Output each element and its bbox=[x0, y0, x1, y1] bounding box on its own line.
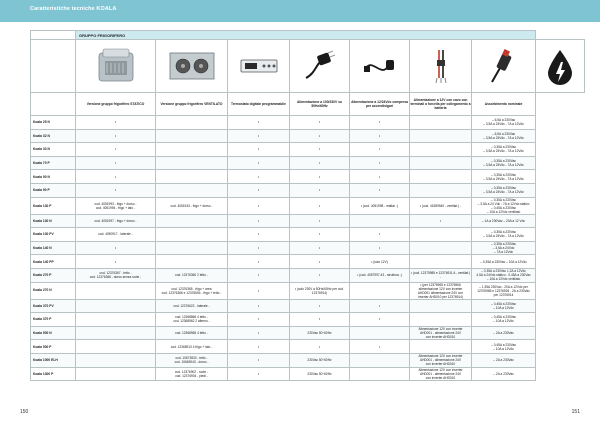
table-cell: 230Vac 50÷60Hz bbox=[290, 326, 350, 340]
table-row bbox=[31, 299, 585, 313]
table-cell bbox=[76, 353, 156, 367]
included-dot: • bbox=[350, 340, 410, 354]
table-cell bbox=[156, 116, 228, 130]
table-cell: – 0,35A a 230Vac – 3,5A a 24Vdc - 7A a 12Vdc bbox=[472, 228, 536, 242]
fridge-unit-image bbox=[76, 40, 156, 93]
table-cell: – 6,5A a 230Vac – 3,5A a 24Vdc - 7A a 12Vdc bbox=[472, 129, 536, 143]
included-dot: • bbox=[228, 116, 290, 130]
included-dot: • bbox=[290, 313, 350, 327]
table-cell: • (cod. 4057997-43 - struttura -) bbox=[350, 268, 410, 282]
table-cell bbox=[410, 299, 472, 313]
included-dot: • bbox=[290, 299, 350, 313]
table-cell: Alimentazione 12V con inverter AHD001 - alimentazione 24V con inverter AHD010 bbox=[410, 353, 472, 367]
included-dot: • bbox=[290, 116, 350, 130]
table-cell: – 0,35A a 230Vac – 3,5A a 24Vdc - 7A a 12Vdc bbox=[472, 143, 536, 157]
table-row bbox=[31, 116, 585, 130]
included-dot: • bbox=[290, 143, 350, 157]
table-cell bbox=[156, 228, 228, 242]
model-name: Koala 130 N bbox=[31, 214, 76, 228]
refrigerant-drop-icon bbox=[536, 40, 585, 93]
table-cell: • (per 12376965 e 12376966 alimentazione 12V con inverter AHD001 alimentazione 24V con inverter AHD010 per 12376914) bbox=[410, 282, 472, 299]
table-cell bbox=[76, 313, 156, 327]
included-dot: • bbox=[76, 143, 156, 157]
table-row bbox=[31, 156, 585, 170]
included-dot: • bbox=[228, 241, 290, 255]
included-dot: • bbox=[228, 214, 290, 228]
table-cell: cod. 4050917 - laterale - bbox=[76, 228, 156, 242]
table-cell bbox=[350, 353, 410, 367]
table-row bbox=[31, 183, 585, 197]
included-dot: • bbox=[290, 129, 350, 143]
table-cell: • (cod. 12375985 e 12376911 A - ventilat.) - bbox=[410, 268, 472, 282]
table-cell bbox=[410, 129, 472, 143]
table-cell: • (solo 12V) bbox=[350, 255, 410, 269]
table-cell bbox=[156, 156, 228, 170]
table-cell: – 0,45A a 230Vac – 10A a 12Vdc bbox=[472, 313, 536, 327]
table-row bbox=[31, 313, 585, 327]
model-name: Koala 33 N bbox=[31, 143, 76, 157]
model-name: Koala 130 P bbox=[31, 197, 76, 214]
table-cell bbox=[76, 326, 156, 340]
included-dot: • bbox=[76, 116, 156, 130]
table-cell: – 0,35A a 230Vac – 3,5A a 24Vdc - 7A a 12Vdc bbox=[472, 156, 536, 170]
table-cell bbox=[76, 282, 156, 299]
table-cell bbox=[410, 170, 472, 184]
included-dot: • bbox=[228, 170, 290, 184]
model-name: Koala 130 PV bbox=[31, 228, 76, 242]
included-dot: • bbox=[228, 255, 290, 269]
table-row bbox=[31, 241, 585, 255]
included-dot: • bbox=[76, 170, 156, 184]
column-header-row bbox=[31, 93, 585, 116]
included-dot: • bbox=[290, 228, 350, 242]
table-cell bbox=[410, 116, 472, 130]
table-cell bbox=[350, 214, 410, 228]
model-name: Koala 500 P bbox=[31, 340, 76, 354]
table-cell: – 6,5A a 230Vac – 3,5A a 24Vdc - 7A a 12Vdc bbox=[472, 116, 536, 130]
included-dot: • bbox=[228, 282, 290, 299]
included-dot: • bbox=[290, 197, 350, 214]
power-plug-image bbox=[290, 40, 350, 93]
table-cell: cod. 12376902 - ruote - cod. 12376904 - piedi - bbox=[156, 367, 228, 381]
included-dot: • bbox=[350, 116, 410, 130]
included-dot: • bbox=[290, 241, 350, 255]
included-dot: • bbox=[290, 156, 350, 170]
model-name: Koala 1300 P bbox=[31, 367, 76, 381]
table-cell: – 0,35A a 230Vac – 3,5A a 24 Vdc - 7A a 12Vdc statico – 0,45A a 230Vac – 10A a 12Vdc ventilato bbox=[472, 197, 536, 214]
table-cell bbox=[156, 214, 228, 228]
power-connector-image bbox=[472, 40, 536, 93]
group-label: GRUPPO FRIGORIFERO bbox=[76, 31, 536, 40]
table-row bbox=[31, 129, 585, 143]
table-cell: – 1A a 230Vac – 20A a 12 Vdc bbox=[472, 214, 536, 228]
table-cell: cod. 12376622 - laterale - bbox=[156, 299, 228, 313]
table-cell: Alimentazione 12V con inverter AHD001 - alimentazione 24V con inverter AHD010 bbox=[410, 326, 472, 340]
table-cell bbox=[410, 313, 472, 327]
included-dot: • bbox=[290, 170, 350, 184]
included-dot: • bbox=[228, 183, 290, 197]
included-dot: • bbox=[228, 367, 290, 381]
table-cell bbox=[410, 228, 472, 242]
table-row bbox=[31, 268, 585, 282]
included-dot: • bbox=[76, 255, 156, 269]
table-cell: – 2A a 230Vac bbox=[472, 326, 536, 340]
table-cell bbox=[410, 340, 472, 354]
model-name: Koala 370 PV bbox=[31, 299, 76, 313]
table-row bbox=[31, 353, 585, 367]
table-row bbox=[31, 340, 585, 354]
table-row bbox=[31, 197, 585, 214]
table-cell: – 0,35A a 230Vac – 10A a 12Vdc bbox=[472, 255, 536, 269]
table-row bbox=[31, 143, 585, 157]
page-number-right: 151 bbox=[571, 409, 580, 415]
model-name: Koala 270 N bbox=[31, 282, 76, 299]
model-name: Koala 140 PP bbox=[31, 255, 76, 269]
table-cell bbox=[156, 129, 228, 143]
table-cell bbox=[350, 367, 410, 381]
included-dot: • bbox=[228, 353, 290, 367]
table-cell bbox=[350, 282, 410, 299]
included-dot: • bbox=[228, 340, 290, 354]
table-cell bbox=[156, 183, 228, 197]
thermostat-image bbox=[228, 40, 290, 93]
table-cell: cod. 12368866 4 tetto - cod. 12368962 2 alterno - bbox=[156, 313, 228, 327]
table-cell bbox=[410, 156, 472, 170]
table-cell: cod. 12376367 - tetto - cod. 12376368 - dorso senza ruote - bbox=[76, 268, 156, 282]
included-dot: • bbox=[290, 340, 350, 354]
table-cell bbox=[350, 326, 410, 340]
battery-cable-image bbox=[410, 40, 472, 93]
page-number-left: 150 bbox=[20, 409, 29, 415]
table-cell bbox=[76, 299, 156, 313]
table-cell bbox=[410, 255, 472, 269]
model-name: Koala 1000 ELH bbox=[31, 353, 76, 367]
included-dot: • bbox=[410, 214, 472, 228]
included-dot: • bbox=[228, 326, 290, 340]
column-header: Versione gruppo frigorifero VENTILATO bbox=[156, 93, 228, 116]
table-cell: 230Vac 50÷60Hz bbox=[290, 367, 350, 381]
included-dot: • bbox=[228, 313, 290, 327]
included-dot: • bbox=[290, 214, 350, 228]
included-dot: • bbox=[350, 129, 410, 143]
included-dot: • bbox=[228, 299, 290, 313]
column-header: Termostato digitale programmabile bbox=[228, 93, 290, 116]
table-cell bbox=[156, 241, 228, 255]
model-name: Koala 500 N bbox=[31, 326, 76, 340]
model-name: Koala 140 N bbox=[31, 241, 76, 255]
included-dot: • bbox=[290, 183, 350, 197]
table-cell: – 1,35A 230Vac - 20A a 12Vdc per 12376965 e 12376926 - 2A a 230Vac per 12376914 bbox=[472, 282, 536, 299]
column-header: Alimentazione a 12/24Vdc compresa per accendisigari bbox=[350, 93, 410, 116]
table-cell bbox=[156, 143, 228, 157]
table-cell bbox=[76, 367, 156, 381]
column-header: Alimentazione a 100/230V su 50Hz/60Hz bbox=[290, 93, 350, 116]
model-name: Koala 25 N bbox=[31, 116, 76, 130]
table-cell: – 2A a 230Vac bbox=[472, 353, 536, 367]
included-dot: • bbox=[350, 183, 410, 197]
included-dot: • bbox=[290, 255, 350, 269]
included-dot: • bbox=[350, 228, 410, 242]
included-dot: • bbox=[76, 241, 156, 255]
table-cell: • (cod. 4051998 - mattar -) bbox=[350, 197, 410, 214]
column-header: Alimentazione a 12V con cavo con terminali a forcella per collegamento a batteria bbox=[410, 93, 472, 116]
table-cell: • (cod. 41589540 - ventilat.) - bbox=[410, 197, 472, 214]
table-cell: – 0,35A a 230Vac 1,2A a 12Vdc 4,5A a 24Vdc statico - 0,45A a 230Vac – 10A a 12Vdc ventilato bbox=[472, 268, 536, 282]
table-row bbox=[31, 282, 585, 299]
image-row bbox=[31, 40, 585, 93]
table-cell: – 0,35A a 230Vac – 3,5A a 24Vdc - 7A a 12Vdc bbox=[472, 170, 536, 184]
included-dot: • bbox=[290, 268, 350, 282]
table-cell bbox=[410, 183, 472, 197]
model-name: Koala 32 N bbox=[31, 129, 76, 143]
table-cell: cod. 4051943 - frigo + dorso - bbox=[156, 197, 228, 214]
included-dot: • bbox=[350, 299, 410, 313]
included-dot: • bbox=[228, 197, 290, 214]
table-cell: – 0,35A a 230Vac – 3,5A a 24Vdc - 7A a 12Vdc bbox=[472, 183, 536, 197]
table-cell: cod. 12376360 2 tetto - bbox=[156, 268, 228, 282]
table-row bbox=[31, 170, 585, 184]
included-dot: • bbox=[350, 241, 410, 255]
included-dot: • bbox=[350, 156, 410, 170]
included-dot: • bbox=[228, 228, 290, 242]
table-cell: Alimentazione 12V con inverter AHD001 - alimentazione 24V con inverter AHD010 bbox=[410, 367, 472, 381]
table-cell: – 2A a 230Vac bbox=[472, 367, 536, 381]
table-cell: – 0,45A a 230Vac – 10A a 12Vdc bbox=[472, 299, 536, 313]
corner-cell bbox=[31, 31, 76, 40]
table-cell: cod. 10673833 - tetto - cod. 10669043 - dorso - bbox=[156, 353, 228, 367]
table-cell bbox=[156, 255, 228, 269]
header-bar bbox=[0, 0, 600, 22]
table-row bbox=[31, 255, 585, 269]
table-cell: cod. 4051997 - frigo + dorso - bbox=[76, 214, 156, 228]
table-row bbox=[31, 228, 585, 242]
included-dot: • bbox=[350, 170, 410, 184]
model-name: Koala 270 P bbox=[31, 268, 76, 282]
included-dot: • bbox=[350, 143, 410, 157]
page-title: Caratteristiche tecniche KOALA bbox=[30, 6, 117, 12]
table-cell: – 0,35A a 230Vac – 3,5A a 24Vdc – 7A a 12Vdc bbox=[472, 241, 536, 255]
table-cell: • (solo 230V a 50Hz/60Hz per cod. 12376914) bbox=[290, 282, 350, 299]
model-name: Koala 70 P bbox=[31, 156, 76, 170]
table-row bbox=[31, 326, 585, 340]
model-name: Koala 90 N bbox=[31, 170, 76, 184]
included-dot: • bbox=[76, 183, 156, 197]
spec-table bbox=[30, 30, 585, 381]
table-cell bbox=[76, 340, 156, 354]
included-dot: • bbox=[228, 143, 290, 157]
column-header: Versione gruppo frigorifero STATICO bbox=[76, 93, 156, 116]
table-cell bbox=[410, 241, 472, 255]
included-dot: • bbox=[76, 129, 156, 143]
column-header: Assorbimento nominale bbox=[472, 93, 536, 116]
refrigeration-group-image bbox=[156, 40, 228, 93]
table-cell: – 0,45A a 230Vac – 10A a 12Vdc bbox=[472, 340, 536, 354]
table-row bbox=[31, 214, 585, 228]
included-dot: • bbox=[350, 313, 410, 327]
table-row bbox=[31, 367, 585, 381]
table-cell bbox=[410, 143, 472, 157]
included-dot: • bbox=[228, 268, 290, 282]
included-dot: • bbox=[76, 156, 156, 170]
model-name: Koala 90 P bbox=[31, 183, 76, 197]
included-dot: • bbox=[228, 129, 290, 143]
power-cable-image bbox=[350, 40, 410, 93]
included-dot: • bbox=[228, 156, 290, 170]
table-cell bbox=[156, 170, 228, 184]
table-cell: cod. 4051993 - frigo + dorso - cod. 4051994 - frigo + lato - bbox=[76, 197, 156, 214]
table-cell: cod. 12368965 4 tetto - bbox=[156, 326, 228, 340]
table-cell: cod. 12376365 - frigo + area cod. 12376366 e 12376554 - frigo + tetto - bbox=[156, 282, 228, 299]
table-cell: 230Vac 50÷60Hz bbox=[290, 353, 350, 367]
table-cell: cod. 12368913 4 frigo + lato - bbox=[156, 340, 228, 354]
model-name: Koala 370 P bbox=[31, 313, 76, 327]
